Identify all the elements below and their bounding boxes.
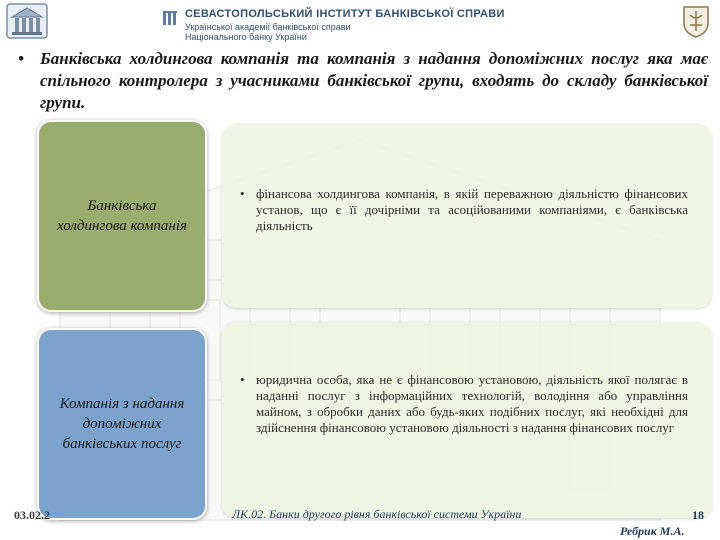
footer-course-title: ЛК.02. Банки другого рівня банківської системи України (232, 507, 522, 521)
intro-paragraph (18, 48, 708, 114)
coat-of-arms-icon (678, 3, 714, 39)
page-number: 18 (692, 508, 704, 522)
academy-emblem-icon (6, 3, 48, 39)
auxiliary-services-label (37, 328, 207, 520)
auxiliary-services-description-text: юридична особа, яка не є фінансовою установою, діяльність якої полягає в наданні послуг з інформаційних технологій, володіння або управління майном, з обробки даних або будь-яких подібних послуг, які необхідні для здійснення фінансовою установою діяльності з надання фінансових послуг (256, 372, 688, 435)
institute-subtitle-academy: Української академії банківської справи (185, 22, 351, 32)
institute-subtitle-bank: Національного банку України (185, 32, 307, 42)
holding-company-label (37, 120, 207, 312)
description-bullet: • (240, 186, 245, 201)
institute-mark-icon (163, 11, 179, 27)
holding-company-description (240, 186, 688, 234)
footer-author: Ребрик М.А. (620, 524, 685, 538)
intro-text: Банківська холдингова компанія та компанія з надання допоміжних послуг яка має спільного контролера з учасниками банківської групи, входять до складу банківської групи. (40, 49, 708, 112)
holding-company-description-text: фінансова холдингова компанія, в якій переважною діяльністю фінансових установ, що є її дочірніми та асоційованими компаніями, є банківська діяльність (256, 186, 688, 233)
institute-title: СЕВАСТОПОЛЬСЬКИЙ ІНСТИТУТ БАНКІВСЬКОЇ СПРАВИ (185, 8, 505, 20)
slide-header (0, 0, 720, 44)
holding-company-label-text: Банківська холдингова компанія (56, 198, 188, 234)
auxiliary-services-description (240, 372, 688, 436)
auxiliary-services-label-text: Компанія з надання допоміжних банківських послуг (59, 396, 185, 452)
description-bullet: • (240, 372, 245, 387)
intro-bullet: • (18, 49, 24, 68)
footer-date: 03.02.2 (14, 508, 50, 522)
